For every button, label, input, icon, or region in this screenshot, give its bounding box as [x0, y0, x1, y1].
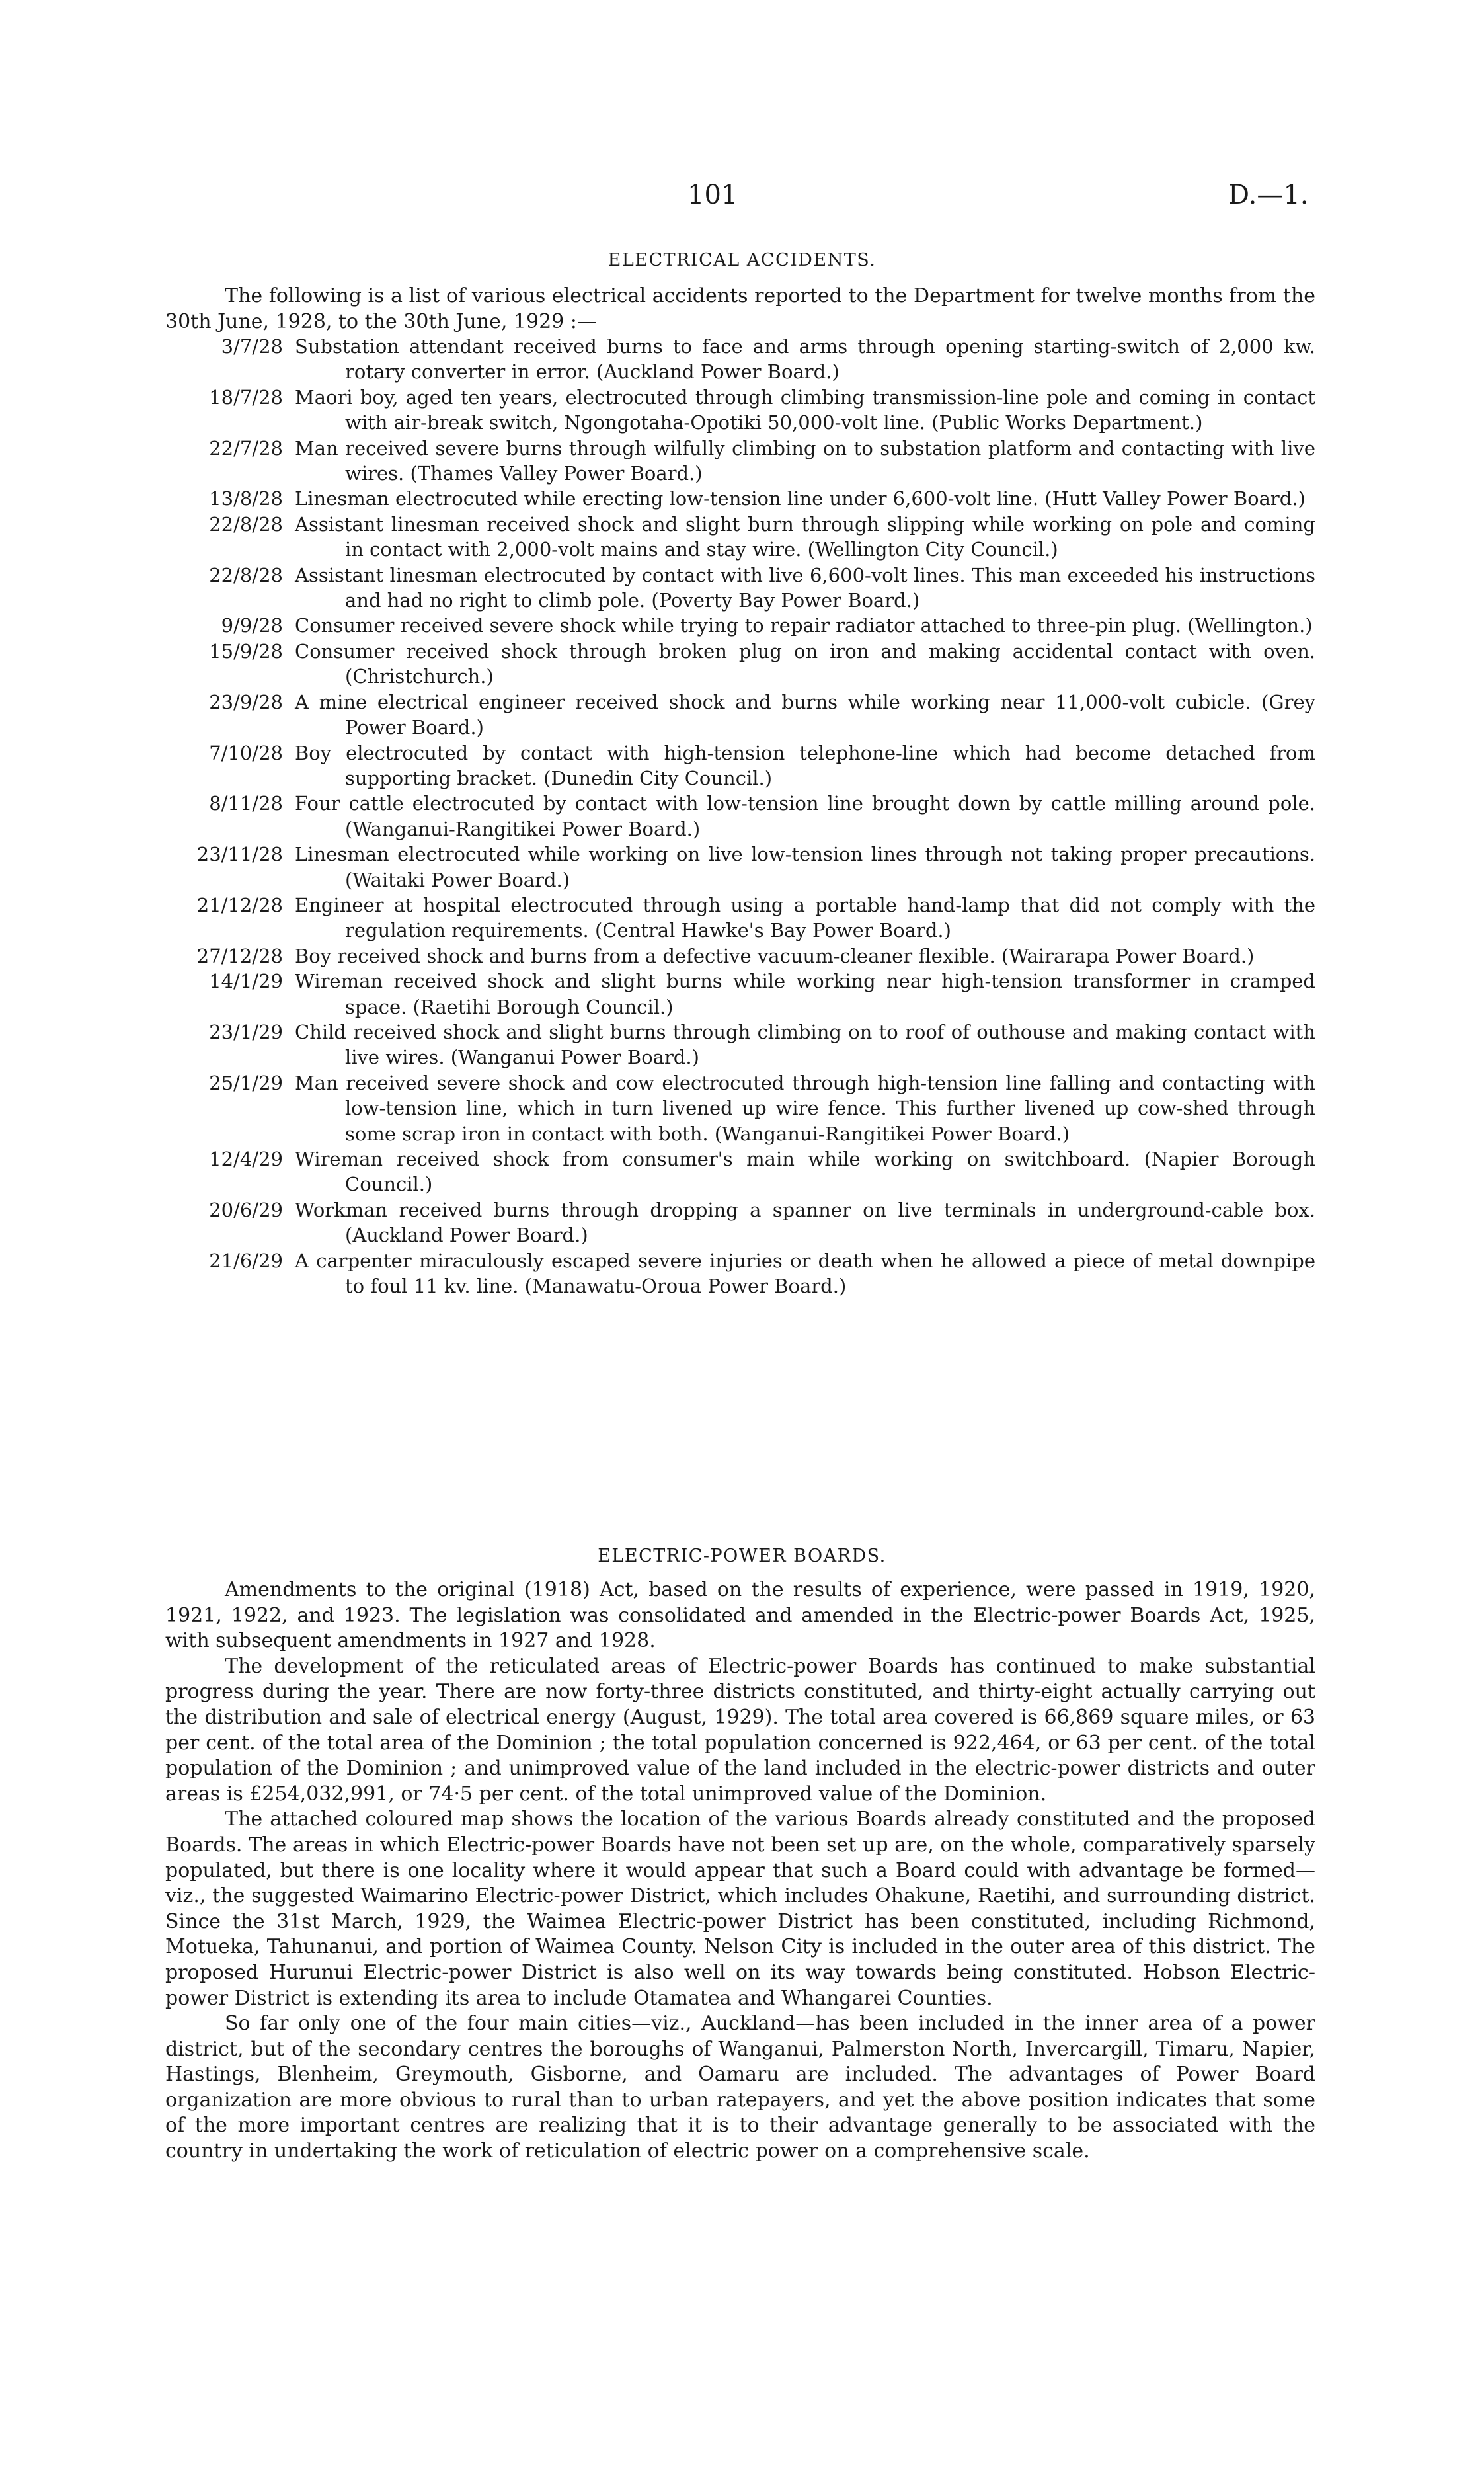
accident-entry [165, 613, 1315, 638]
accident-date: 20/6/29 [209, 1198, 283, 1221]
accident-description: Boy electrocuted by contact with high-tension telephone-line which had become detached from supporting bracket. (Dunedin City Council.) [295, 741, 1315, 789]
accident-entry [165, 740, 1315, 791]
accident-description: Linesman electrocuted while working on live low-tension lines through not taking proper precautions. (Waitaki Power Board.) [295, 843, 1315, 891]
accident-date: 22/8/28 [209, 512, 283, 536]
accident-date: 13/8/28 [209, 487, 283, 510]
accident-date: 3/7/28 [221, 335, 283, 358]
accident-description: Assistant linesman electrocuted by contact with live 6,600-volt lines. This man exceeded his instructions and had no right to climb pole. (Poverty Bay Power Board.) [295, 563, 1315, 612]
accident-entry [165, 842, 1315, 893]
accident-date: 12/4/29 [209, 1148, 283, 1170]
accident-entry [165, 1248, 1315, 1299]
accident-description: Substation attendant received burns to face and arms through opening starting-switch of 2,000 kw. rotary converter in error. (Auckland Power Board.) [295, 335, 1315, 383]
section-title-electrical-accidents: ELECTRICAL ACCIDENTS. [607, 250, 877, 270]
accident-description: Boy received shock and burns from a defective vacuum-cleaner flexible. (Wairarapa Power Board.) [295, 944, 1255, 967]
accident-entry [165, 639, 1315, 690]
accident-entry [165, 690, 1315, 740]
accident-entry [165, 563, 1315, 614]
accident-description: Consumer received severe shock while trying to repair radiator attached to three-pin plug. (Wellington.) [295, 614, 1313, 637]
accident-entry [165, 1019, 1315, 1070]
accident-description: Assistant linesman received shock and slight burn through slipping while working on pole and coming in contact with 2,000-volt mains and stay wire. (Wellington City Council.) [295, 512, 1315, 561]
accident-date: 15/9/28 [209, 639, 283, 662]
accident-description: Workman received burns through dropping a spanner on live terminals in underground-cable box. (Auckland Power Board.) [295, 1198, 1315, 1247]
accident-entry [165, 893, 1315, 943]
accident-date: 22/7/28 [209, 436, 283, 459]
section-title-electric-power-boards: ELECTRIC-POWER BOARDS. [598, 1546, 886, 1566]
accident-description: Child received shock and slight burns through climbing on to roof of outhouse and making contact with live wires. (Wanganui Power Board.) [295, 1020, 1315, 1069]
accident-list [165, 334, 1315, 1298]
accidents-intro: The following is a list of various electrical accidents reported to the Department for twelve months from the 30th June, 1928, to the 30th June, 1929 :— [165, 284, 1315, 333]
accident-date: 14/1/29 [209, 970, 283, 993]
boards-paragraph: The attached coloured map shows the location of the various Boards already constituted and the proposed Boards. The areas in which Electric-power Boards have not been set up are, on the whole, comparatively sparsely populated, but there is one locality where it would appear that such a Board could with advantage be formed—viz., the suggested Waimarino Electric-power District, which includes Ohakune, Raetihi, and surrounding district. Since the 31st March, 1929, the Waimea Electric-power District has been constituted, including Richmond, Motueka, Tahunanui, and portion of Waimea County. Nelson City is included in the outer area of this district. The proposed Hurunui Electric-power District is also well on its way towards being constituted. Hobson Electric-power District is extending its area to include Otamatea and Whangarei Counties. [165, 1808, 1315, 2010]
accident-entry [165, 486, 1315, 511]
accident-date: 7/10/28 [209, 741, 283, 764]
accident-description: A carpenter miraculously escaped severe injuries or death when he allowed a piece of metal downpipe to foul 11 kv. line. (Manawatu-Oroua Power Board.) [295, 1249, 1315, 1298]
accident-description: Consumer received shock through broken plug on iron and making accidental contact with oven. (Christchurch.) [295, 639, 1315, 688]
page-number: 101 [687, 180, 738, 210]
boards-paragraph: The development of the reticulated areas of Electric-power Boards has continued to make substantial progress during the year. There are now forty-three districts constituted, and thirty-eight actually carrying out the distribution and sale of electrical energy (August, 1929). The total area covered is 66,869 square miles, or 63 per cent. of the total area of the Dominion ; the total population concerned is 922,464, or 63 per cent. of the total population of the Dominion ; and unimproved value of the land included in the electric-power districts and outer areas is £254,032,991, or 74·5 per cent. of the total unimproved value of the Dominion. [165, 1654, 1315, 1806]
accident-description: Engineer at hospital electrocuted through using a portable hand-lamp that did not comply with the regulation requirements. (Central Hawke's Bay Power Board.) [295, 893, 1315, 942]
accident-entry [165, 385, 1315, 436]
accident-description: Four cattle electrocuted by contact with low-tension line brought down by cattle milling around pole. (Wanganui-Rangitikei Power Board.) [295, 792, 1315, 840]
accident-date: 23/9/28 [209, 690, 283, 713]
accident-date: 9/9/28 [221, 614, 283, 637]
accident-date: 21/12/28 [196, 893, 283, 916]
accident-description: A mine electrical engineer received shock and burns while working near 11,000-volt cubicle. (Grey Power Board.) [295, 690, 1315, 739]
accident-entry [165, 943, 1315, 969]
accident-entry [165, 1146, 1315, 1197]
accident-description: Wireman received shock and slight burns while working near high-tension transformer in cramped space. (Raetihi Borough Council.) [295, 970, 1315, 1018]
document-reference: D.—1. [1228, 180, 1309, 210]
accident-description: Man received severe shock and cow electrocuted through high-tension line falling and contacting with low-tension line, which in turn livened up wire fence. This further livened up cow-shed through some scrap iron in contact with both. (Wanganui-Rangitikei Power Board.) [295, 1071, 1315, 1145]
accident-date: 22/8/28 [209, 563, 283, 586]
accident-entry [165, 969, 1315, 1019]
accident-date: 8/11/28 [209, 792, 283, 815]
accident-date: 23/11/28 [196, 843, 283, 866]
boards-paragraph: Amendments to the original (1918) Act, based on the results of experience, were passed in 1919, 1920, 1921, 1922, and 1923. The legislation was consolidated and amended in the Electric-power Boards Act, 1925, with subsequent amendments in 1927 and 1928. [165, 1578, 1315, 1653]
accident-date: 21/6/29 [209, 1249, 283, 1272]
accident-description: Maori boy, aged ten years, electrocuted through climbing transmission-line pole and coming in contact with air-break switch, Ngongotaha-Opotiki 50,000-volt line. (Public Works Department.) [295, 385, 1315, 434]
accident-date: 23/1/29 [209, 1020, 283, 1043]
accident-entry [165, 436, 1315, 487]
accident-entry [165, 791, 1315, 842]
accident-date: 18/7/28 [209, 385, 283, 409]
accident-entry [165, 334, 1315, 385]
accident-description: Wireman received shock from consumer's main while working on switchboard. (Napier Borough Council.) [295, 1148, 1315, 1196]
boards-body [165, 1577, 1315, 2165]
accident-entry [165, 512, 1315, 563]
boards-paragraph: So far only one of the four main cities—viz., Auckland—has been included in the inner area of a power district, but of the secondary centres the boroughs of Wanganui, Palmerston North, Invercargill, Timaru, Napier, Hastings, Blenheim, Greymouth, Gisborne, and Oamaru are included. The advantages of Power Board organization are more obvious to rural than to urban ratepayers, and yet the above position indicates that some of the more important centres are realizing that it is to their advantage generally to be associated with the country in undertaking the work of reticulation of electric power on a comprehensive scale. [165, 2012, 1315, 2163]
accident-date: 27/12/28 [196, 944, 283, 967]
accident-description: Man received severe burns through wilfully climbing on to substation platform and contacting with live wires. (Thames Valley Power Board.) [295, 436, 1315, 485]
accident-date: 25/1/29 [209, 1071, 283, 1094]
accident-entry [165, 1070, 1315, 1146]
accident-description: Linesman electrocuted while erecting low-tension line under 6,600-volt line. (Hutt Valley Power Board.) [295, 487, 1306, 510]
accident-entry [165, 1197, 1315, 1248]
